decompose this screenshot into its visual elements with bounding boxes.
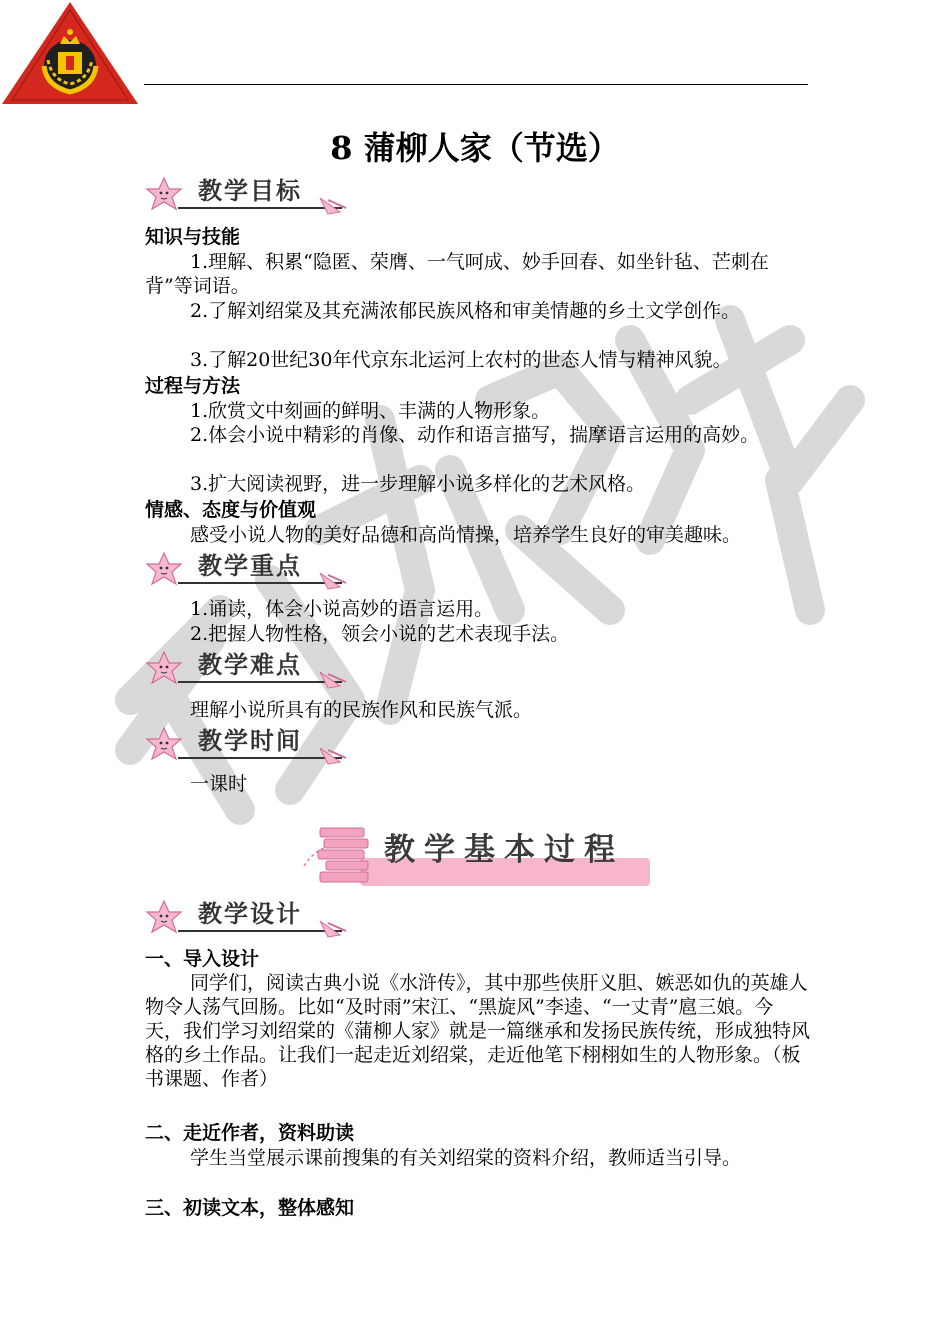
- section-heading-difficulty: [142, 646, 372, 692]
- page-title: 8 蒲柳人家（节选）: [330, 129, 620, 167]
- time-text: 一课时: [190, 773, 248, 795]
- knowledge-item-1: 1.理解、积累“隐匿、荣膺、一气呵成、妙手回春、如坐针毡、芒刺在背”等词语。: [145, 251, 769, 297]
- section-heading-goals: [142, 172, 372, 218]
- process-item-2: 2.体会小说中精彩的肖像、动作和语言描写，揣摩语言运用的高妙。: [190, 424, 760, 446]
- step-2-text: 学生当堂展示课前搜集的有关刘绍棠的资料介绍，教师适当引导。: [190, 1147, 742, 1169]
- subheading-emotion: 情感、态度与价值观: [145, 499, 317, 521]
- section-heading-label: 教学难点: [198, 651, 302, 679]
- step-3-title: 三、初读文本，整体感知: [145, 1197, 355, 1219]
- section-heading-label: 教学目标: [198, 177, 302, 205]
- section-heading-design: [142, 895, 372, 941]
- focus-item-2: 2.把握人物性格，领会小说的艺术表现手法。: [190, 623, 570, 645]
- knowledge-item-2: 2.了解刘绍棠及其充满浓郁民族风格和审美情趣的乡土文学创作。: [190, 300, 741, 322]
- focus-item-1: 1.诵读，体会小说高妙的语言运用。: [190, 598, 494, 620]
- section-heading-label: 教学设计: [198, 900, 302, 928]
- step-2-title: 二、走近作者，资料助读: [145, 1122, 355, 1144]
- banner-label: 教学基本过程: [384, 832, 624, 868]
- section-heading-label: 教学时间: [198, 727, 302, 755]
- subheading-knowledge: 知识与技能: [145, 226, 241, 248]
- knowledge-item-3: 3.了解20世纪30年代京东北运河上农村的世态人情与精神风貌。: [190, 349, 732, 371]
- step-1-text: 同学们，阅读古典小说《水浒传》，其中那些侠肝义胆、嫉恶如仇的英雄人物令人荡气回肠。比如“及时雨”宋江、“黑旋风”李逵、“一丈青”扈三娘。今天，我们学习刘绍棠的《蒲柳人家》就是一篇继承和发扬民族传统，形成独特风格的乡土作品。让我们一起走近刘绍棠，走近他笔下栩栩如生的人物形象。（板书课题、作者）: [145, 972, 811, 1090]
- section-heading-focus: [142, 547, 372, 593]
- difficulty-text: 理解小说所具有的民族作风和民族气派。: [190, 699, 533, 721]
- process-item-3: 3.扩大阅读视野，进一步理解小说多样化的艺术风格。: [190, 473, 646, 495]
- section-heading-time: [142, 722, 372, 768]
- process-banner: [300, 820, 650, 890]
- subheading-process: 过程与方法: [145, 375, 241, 397]
- step-1-title: 一、导入设计: [145, 948, 260, 970]
- process-item-1: 1.欣赏文中刻画的鲜明、丰满的人物形象。: [190, 400, 551, 422]
- emotion-text: 感受小说人物的美好品德和高尚情操，培养学生良好的审美趣味。: [190, 524, 742, 546]
- section-heading-label: 教学重点: [198, 552, 302, 580]
